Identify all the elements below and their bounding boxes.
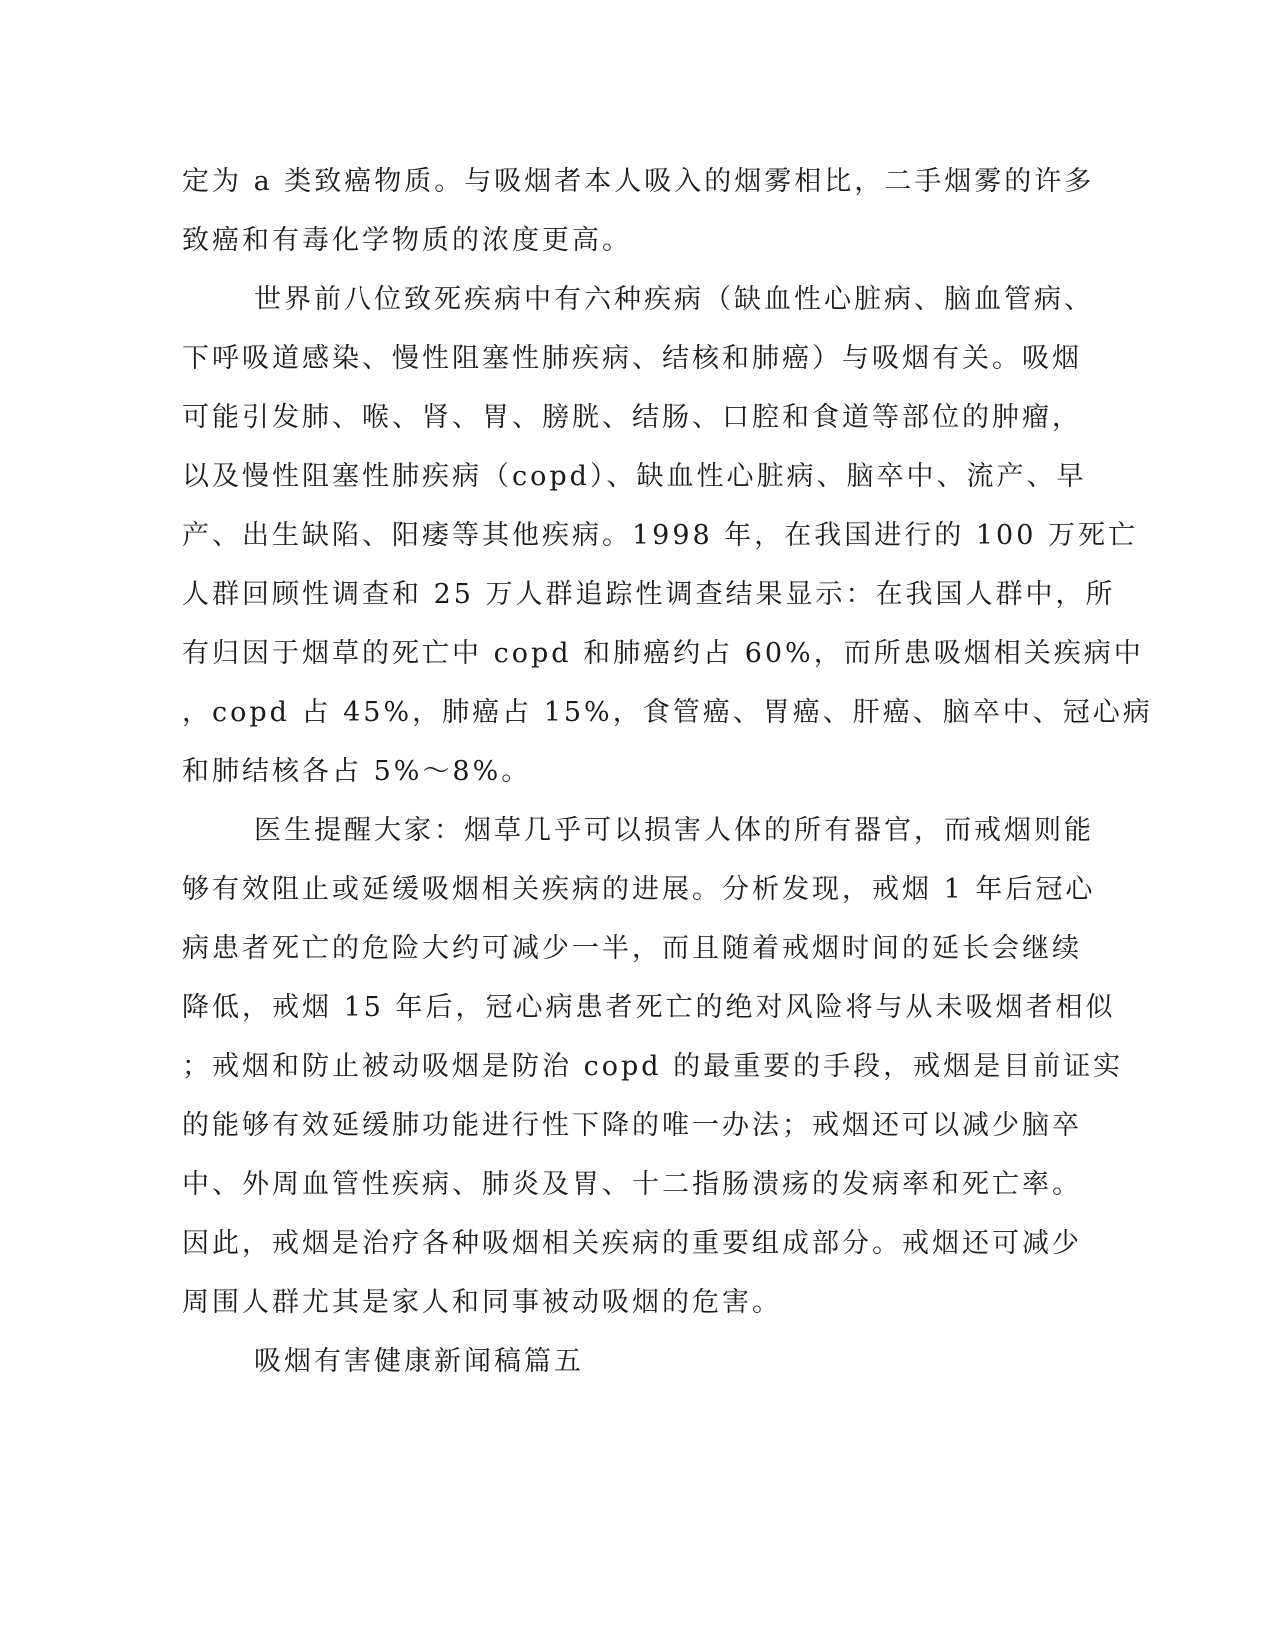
- text-line: 产、出生缺陷、阳痿等其他疾病。1998 年，在我国进行的 100 万死亡: [182, 520, 1138, 551]
- text-line: 医生提醒大家：烟草几乎可以损害人体的所有器官，而戒烟则能: [254, 815, 1094, 846]
- text-line: 有归因于烟草的死亡中 copd 和肺癌约占 60%，而所患吸烟相关疾病中: [182, 638, 1144, 669]
- text-line: ，copd 占 45%，肺癌占 15%，食管癌、胃癌、肝癌、脑卒中、冠心病: [182, 697, 1153, 728]
- text-line: 致癌和有毒化学物质的浓度更高。: [182, 225, 632, 256]
- text-line: 世界前八位致死疾病中有六种疾病（缺血性心脏病、脑血管病、: [254, 284, 1094, 315]
- text-line: 可能引发肺、喉、肾、胃、膀胱、结肠、口腔和食道等部位的肿瘤，: [182, 402, 1082, 433]
- text-line: 周围人群尤其是家人和同事被动吸烟的危害。: [182, 1287, 782, 1318]
- text-line: 下呼吸道感染、慢性阻塞性肺疾病、结核和肺癌）与吸烟有关。吸烟: [182, 343, 1082, 374]
- text-line: 病患者死亡的危险大约可减少一半，而且随着戒烟时间的延长会继续: [182, 933, 1082, 964]
- paragraph-1: [182, 152, 1095, 270]
- paragraph-2: [182, 270, 1153, 801]
- paragraph-3: [182, 801, 1124, 1332]
- text-line: 够有效阻止或延缓吸烟相关疾病的进展。分析发现，戒烟 1 年后冠心: [182, 874, 1096, 905]
- text-line: 降低，戒烟 15 年后，冠心病患者死亡的绝对风险将与从未吸烟者相似: [182, 992, 1116, 1023]
- text-line: 和肺结核各占 5%～8%。: [182, 756, 532, 787]
- text-line: 的能够有效延缓肺功能进行性下降的唯一办法；戒烟还可以减少脑卒: [182, 1110, 1082, 1141]
- section-heading: [182, 1332, 1032, 1391]
- text-line: 以及慢性阻塞性肺疾病（copd）、缺血性心脏病、脑卒中、流产、早: [182, 461, 1087, 492]
- text-line: 定为 a 类致癌物质。与吸烟者本人吸入的烟雾相比，二手烟雾的许多: [182, 166, 1095, 197]
- text-line: ；戒烟和防止被动吸烟是防治 copd 的最重要的手段，戒烟是目前证实: [182, 1051, 1124, 1082]
- text-line: 人群回顾性调查和 25 万人群追踪性调查结果显示：在我国人群中，所: [182, 579, 1116, 610]
- text-line: 因此，戒烟是治疗各种吸烟相关疾病的重要组成部分。戒烟还可减少: [182, 1228, 1082, 1259]
- section-heading-text: 吸烟有害健康新闻稿篇五: [254, 1346, 584, 1377]
- text-line: 中、外周血管性疾病、肺炎及胃、十二指肠溃疡的发病率和死亡率。: [182, 1169, 1082, 1200]
